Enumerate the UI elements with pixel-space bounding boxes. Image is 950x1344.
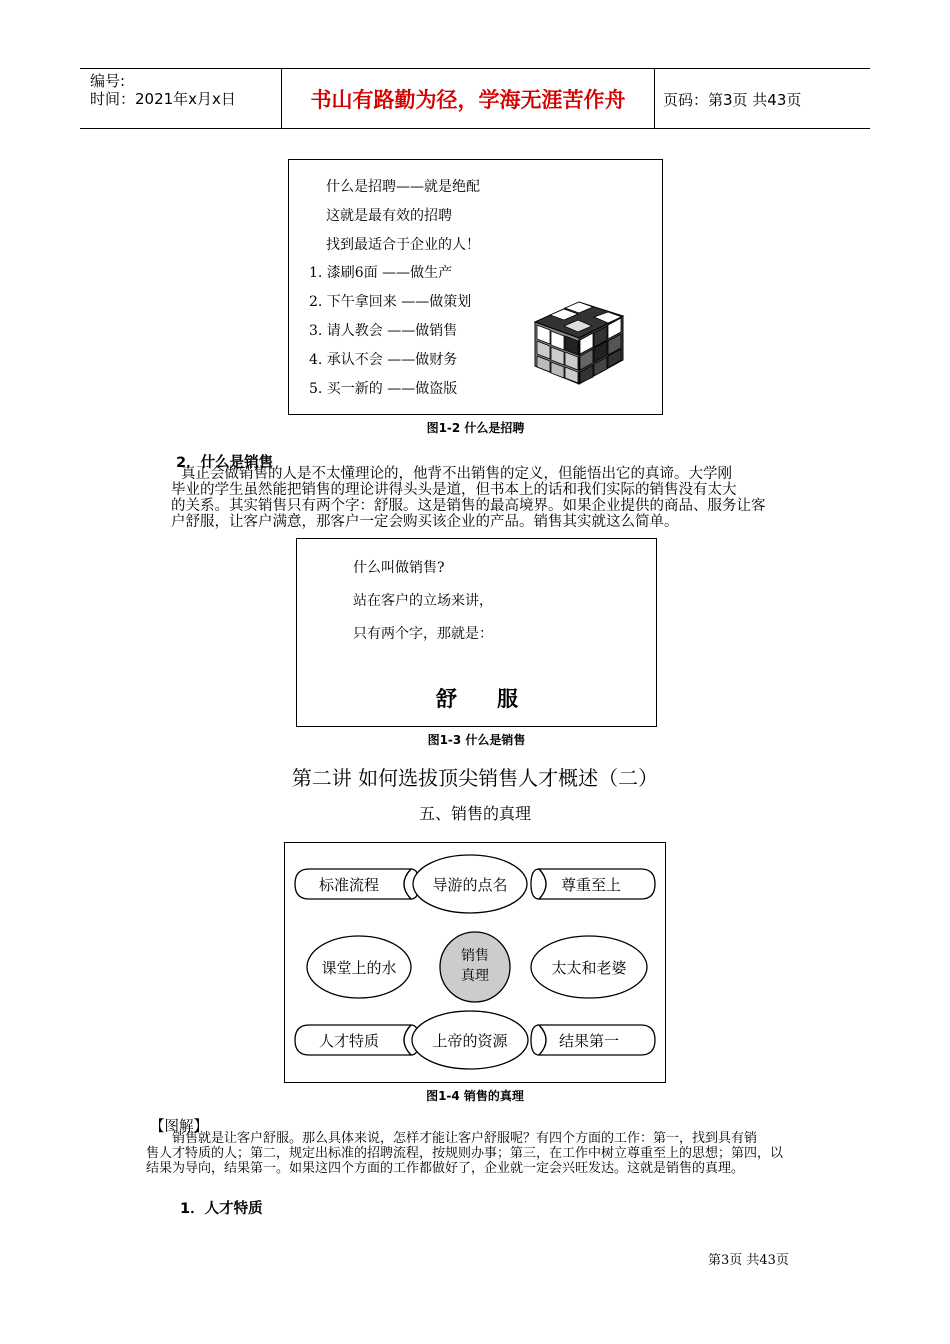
header-page-label: 页码：第3页 共43页 [663, 91, 802, 109]
figure-1-3-frame [296, 538, 657, 727]
tab-talent-traits [295, 1025, 419, 1055]
center-label: 真理 [461, 968, 489, 984]
tab-respect-first [531, 869, 655, 899]
figure-1-2-line: 3. 请人教会 ——做销售 [309, 323, 458, 339]
figure-1-4-caption: 图1-4 销售的真理 [426, 1089, 524, 1103]
paragraph-line: 户舒服，让客户满意，那客户一定会购买该企业的产品。销售其实就这么简单。 [171, 514, 679, 530]
paragraph-line: 真正会做销售的人是不太懂理论的，他背不出销售的定义，但能悟出它的真谛。大学刚 [181, 466, 732, 482]
header-top-rule [80, 68, 870, 69]
document-time-label: 时间：2021年x月x日 [90, 90, 236, 108]
rubiks-cube-icon [533, 296, 625, 386]
ellipse-label: 太太和老婆 [551, 959, 627, 977]
header-divider-right [654, 68, 655, 129]
figure-1-2-line: 这就是最有效的招聘 [326, 208, 452, 224]
figure-1-3-answer: 舒服 [436, 687, 558, 711]
ellipse-tour-guide [413, 855, 527, 913]
paragraph-line: 售人才特质的人；第二，规定出标准的招聘流程，按规则办事；第三，在工作中树立尊重至上的思想；第四，以 [146, 1146, 784, 1161]
tab-label: 人才特质 [318, 1032, 380, 1050]
explanation-label: 【图解】 [150, 1119, 208, 1135]
figure-1-3-line: 什么叫做销售? [353, 560, 445, 576]
figure-1-2-line: 什么是招聘——就是绝配 [326, 179, 480, 195]
ellipse-label: 课堂上的水 [321, 959, 397, 977]
ellipse-label: 上帝的资源 [432, 1032, 508, 1050]
figure-1-2-line: 4. 承认不会 ——做财务 [309, 352, 458, 368]
tab-standard-process [295, 869, 419, 899]
ellipse-gods-resources [412, 1011, 528, 1069]
section-1-heading: 1．人才特质 [180, 1201, 263, 1217]
figure-1-4-diagram [285, 843, 665, 1082]
figure-1-2-caption: 图1-2 什么是招聘 [426, 421, 525, 435]
tab-results-first [531, 1025, 655, 1055]
paragraph-line: 结果为导向，结果第一。如果这四个方面的工作都做好了，企业就一定会兴旺发达。这就是销售的真理。 [146, 1161, 745, 1176]
header-divider-left [281, 68, 282, 129]
paragraph-line: 的关系。其实销售只有两个字：舒服。这是销售的最高境界。如果企业提供的商品、服务让客 [171, 498, 766, 514]
figure-1-2-frame [288, 159, 663, 415]
ellipse-wife [531, 936, 647, 998]
section-2-paragraph [171, 466, 811, 530]
paragraph-line: 销售就是让客户舒服。那么具体来说，怎样才能让客户舒服呢？有四个方面的工作：第一，找到具有销 [172, 1131, 758, 1146]
ellipse-label: 导游的点名 [432, 876, 508, 894]
explanation-paragraph [146, 1131, 816, 1176]
section-title: 五、销售的真理 [418, 804, 531, 823]
paragraph-line: 毕业的学生虽然能把销售的理论讲得头头是道，但书本上的话和我们实际的销售没有太大 [171, 482, 737, 498]
figure-1-3-line: 站在客户的立场来讲， [353, 593, 493, 609]
figure-1-2-line: 2. 下午拿回来 ——做策划 [309, 294, 472, 310]
tab-label: 标准流程 [318, 876, 380, 894]
section-2-heading: 2．什么是销售 [176, 455, 274, 471]
figure-1-4-frame [284, 842, 666, 1083]
figure-1-2-line: 1. 漆刷6面 ——做生产 [309, 265, 453, 281]
header-bottom-rule [80, 128, 870, 129]
tab-label: 结果第一 [558, 1032, 620, 1050]
figure-1-2-line: 找到最适合于企业的人！ [326, 237, 480, 253]
ellipse-classroom-water [307, 936, 411, 998]
figure-1-2-line: 5. 买一新的 ——做盗版 [309, 381, 458, 397]
tab-label: 尊重至上 [560, 876, 622, 894]
figure-1-3-line: 只有两个字，那就是： [353, 626, 493, 642]
figure-1-3-caption: 图1-3 什么是销售 [427, 733, 526, 747]
document-number-label: 编号: [90, 72, 126, 90]
page-footer: 第3页 共43页 [708, 1253, 789, 1268]
header-motto: 书山有路勤为径，学海无涯苦作舟 [310, 88, 626, 112]
center-label: 销售 [461, 948, 489, 964]
lecture-title: 第二讲 如何选拔顶尖销售人才概述（二） [291, 766, 659, 790]
center-circle-sales-truth [440, 932, 510, 1002]
